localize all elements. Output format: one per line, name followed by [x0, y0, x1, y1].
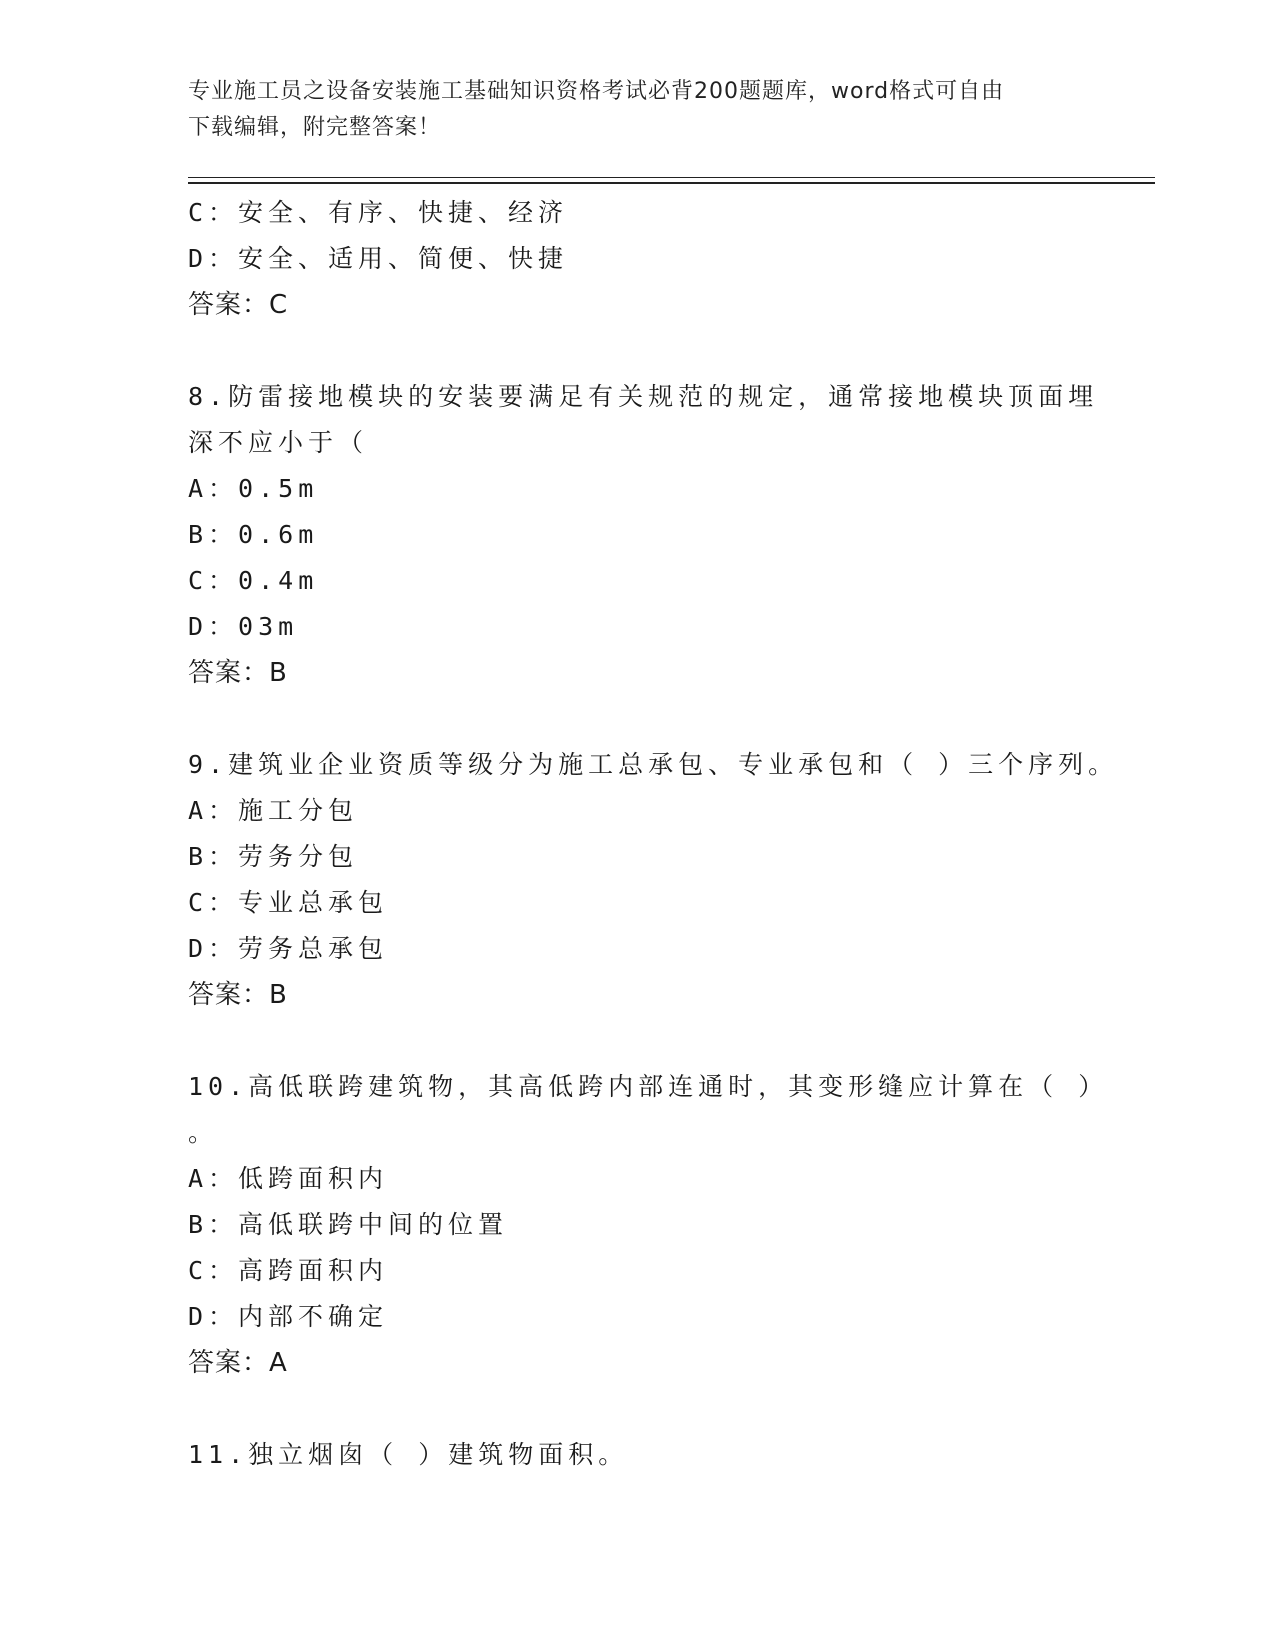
- header-line-2: 下载编辑，附完整答案！: [188, 115, 442, 140]
- question-text: 10.高低联跨建筑物，其高低跨内部连通时，其变形缝应计算在（ ）: [188, 1072, 1109, 1101]
- question-text: 8.防雷接地模块的安装要满足有关规范的规定，通常接地模块顶面埋: [188, 382, 1099, 411]
- option-c: C：安全、有序、快捷、经济: [188, 198, 569, 227]
- question-10: [188, 1064, 1109, 1386]
- previous-question: [188, 190, 1088, 328]
- option-b: B：劳务分包: [188, 842, 359, 871]
- option-c: C：专业总承包: [188, 888, 389, 917]
- spacer: [188, 696, 1088, 742]
- option-c: C：0.4m: [188, 566, 319, 595]
- question-text-continued: 。: [188, 1118, 219, 1147]
- spacer: [188, 328, 1088, 374]
- question-text: 9.建筑业企业资质等级分为施工总承包、专业承包和（ ）三个序列。: [188, 750, 1119, 779]
- option-d: D：劳务总承包: [188, 934, 389, 963]
- option-a: A：低跨面积内: [188, 1164, 389, 1193]
- option-d: D：安全、适用、简便、快捷: [188, 244, 569, 273]
- answer: 答案：C: [188, 290, 289, 320]
- question-8: [188, 374, 1099, 696]
- option-b: B：0.6m: [188, 520, 319, 549]
- answer: 答案：A: [188, 1348, 288, 1378]
- header-line-1: 专业施工员之设备安装施工基础知识资格考试必背200题题库，word格式可自由: [188, 79, 1005, 104]
- option-d: D：03m: [188, 612, 299, 641]
- option-a: A：施工分包: [188, 796, 359, 825]
- answer: 答案：B: [188, 658, 288, 688]
- header-divider-thin: [188, 177, 1155, 178]
- spacer: [188, 1018, 1088, 1064]
- question-text-continued: 深不应小于（: [188, 428, 369, 457]
- question-text: 11.独立烟囱（ ）建筑物面积。: [188, 1440, 629, 1469]
- question-9: [188, 742, 1119, 1018]
- option-d: D：内部不确定: [188, 1302, 389, 1331]
- document-body: [188, 190, 1119, 1478]
- document-header: [188, 74, 1068, 146]
- header-divider-thick: [188, 182, 1155, 184]
- option-a: A：0.5m: [188, 474, 319, 503]
- option-b: B：高低联跨中间的位置: [188, 1210, 509, 1239]
- question-11: [188, 1432, 1088, 1478]
- spacer: [188, 1386, 1088, 1432]
- option-c: C：高跨面积内: [188, 1256, 389, 1285]
- answer: 答案：B: [188, 980, 288, 1010]
